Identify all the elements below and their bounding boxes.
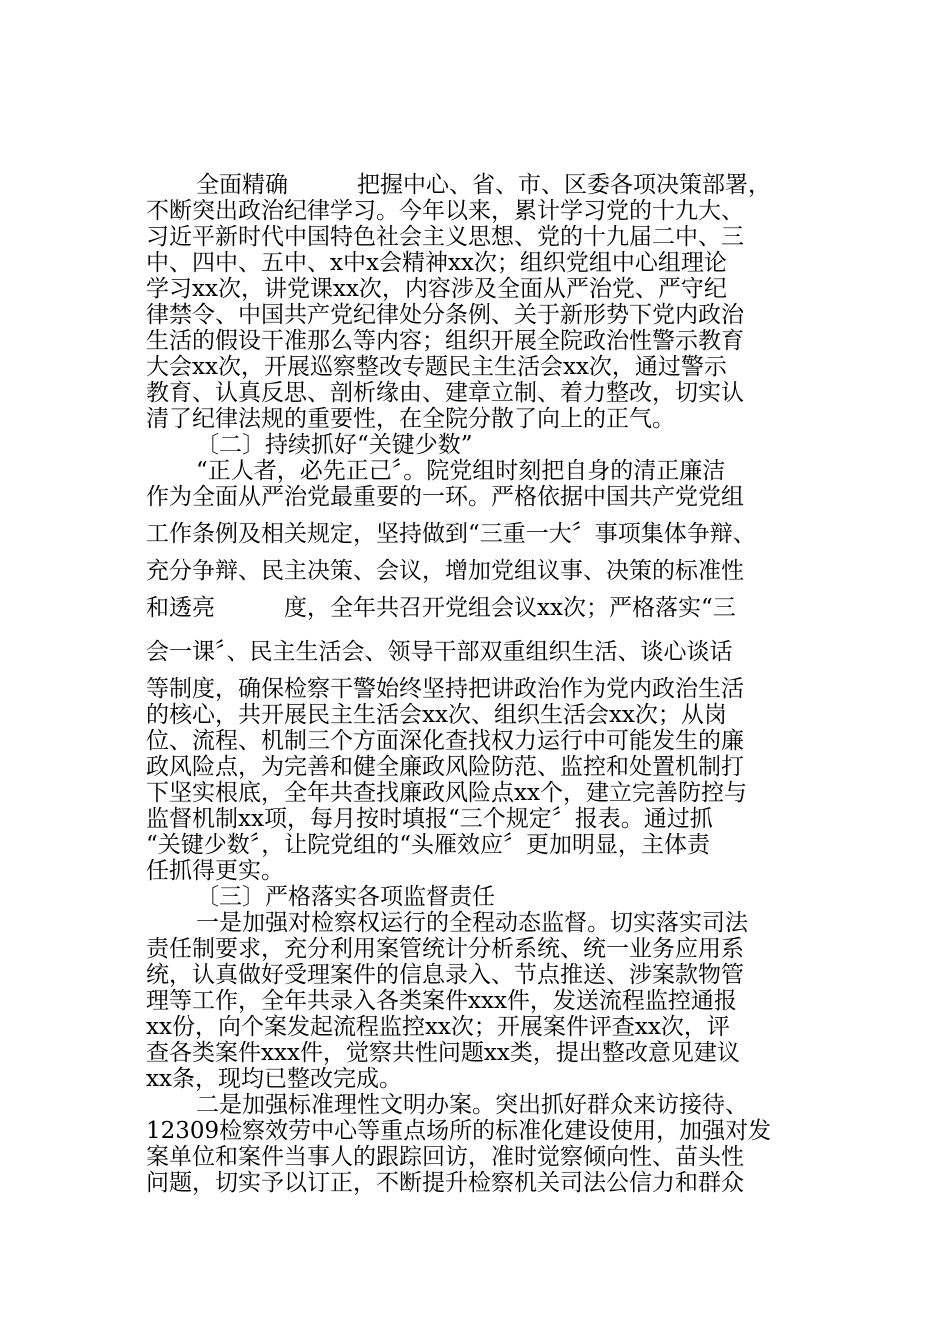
text-line: 生活的假设干准那么等内容；组织开展全院政治性警示教育: [146, 328, 744, 354]
text-line: 作为全面从严治党最重要的一环。严格依据中国共产党党组: [146, 484, 744, 510]
text-line: 12309检察效劳中心等重点场所的标准化建设使用，加强对发: [146, 1118, 772, 1144]
text-line: “正人者，必先正己〞。院党组时刻把自身的清正廉洁: [196, 458, 726, 484]
section-heading: 〔三〕严格落实各项监督责任: [196, 884, 495, 910]
text-line: 案单位和案件当事人的跟踪回访，准时觉察倾向性、苗头性: [146, 1144, 744, 1170]
text-line: 学习xx次，讲党课xx次，内容涉及全面从严治党、严守纪: [146, 276, 727, 302]
section-heading: 〔二〕持续抓好“关键少数”: [196, 432, 473, 458]
text-line: 律禁令、中国共产党纪律处分条例、关于新形势下党内政治: [146, 302, 744, 328]
text-line: xx条，现均已整改完成。: [146, 1066, 402, 1092]
text-line: 查各类案件xxx件，觉察共性问题xx类，提出整改意见建议: [146, 1040, 740, 1066]
text-line: 一是加强对检察权运行的全程动态监督。切实落实司法: [196, 910, 748, 936]
text-line: 和透亮 度，全年共召开党组会议xx次；严格落实“三: [146, 595, 736, 621]
text-line: 理等工作，全年共录入各类案件xxx件，发送流程监控通报: [146, 988, 737, 1014]
text-line: 政风险点，为完善和健全廉政风险防范、监控和处置机制打: [146, 754, 744, 780]
text-line: 位、流程、机制三个方面深化查找权力运行中可能发生的廉: [146, 728, 744, 754]
text-line: 会一课〞、民主生活会、领导干部双重组织生活、谈心谈话: [146, 639, 733, 665]
text-line: 充分争辩、民主决策、会议，增加党组议事、决策的标准性: [146, 558, 744, 584]
text-line: 工作条例及相关规定，坚持做到“三重一大〞事项集体争辩、: [146, 521, 756, 547]
text-line: 清了纪律法规的重要性，在全院分散了向上的正气。: [146, 406, 675, 432]
text-line: 监督机制xx项，每月按时填报“三个规定〞报表。通过抓: [146, 806, 713, 832]
text-line: xx份，向个案发起流程监控xx次；开展案件评查xx次，评: [146, 1014, 730, 1040]
text-line: 不断突出政治纪律学习。今年以来，累计学习党的十九大、: [146, 198, 744, 224]
text-line: 统，认真做好受理案件的信息录入、节点推送、涉案款物管: [146, 962, 744, 988]
text-line: 中、四中、五中、x中x会精神xx次；组织党组中心组理论: [146, 250, 727, 276]
text-line: 的核心，共开展民主生活会xx次、组织生活会xx次；从岗: [146, 702, 727, 728]
text-line: 问题，切实予以订正，不断提升检察机关司法公信力和群众: [146, 1170, 744, 1196]
text-line: “关键少数〞，让院党组的“头雁效应〞更加明显，主体责: [146, 832, 711, 858]
text-line: 二是加强标准理性文明办案。突出抓好群众来访接待、: [196, 1092, 748, 1118]
text-line: 任抓得更实。: [146, 858, 284, 884]
text-line: 责任制要求，充分利用案管统计分析系统、统一业务应用系: [146, 936, 744, 962]
text-line: 下坚实根底，全年共查找廉政风险点xx个，建立完善防控与: [146, 780, 747, 806]
text-line: 大会xx次，开展巡察整改专题民主生活会xx次，通过警示: [146, 354, 727, 380]
text-line: 等制度，确保检察干警始终坚持把讲政治作为党内政治生活: [146, 676, 744, 702]
text-line: 全面精确 把握中心、省、市、区委各项决策部署，: [196, 172, 771, 198]
text-line: 教育、认真反思、剖析缘由、建章立制、着力整改，切实认: [146, 380, 744, 406]
text-line: 习近平新时代中国特色社会主义思想、党的十九届二中、三: [146, 224, 744, 250]
